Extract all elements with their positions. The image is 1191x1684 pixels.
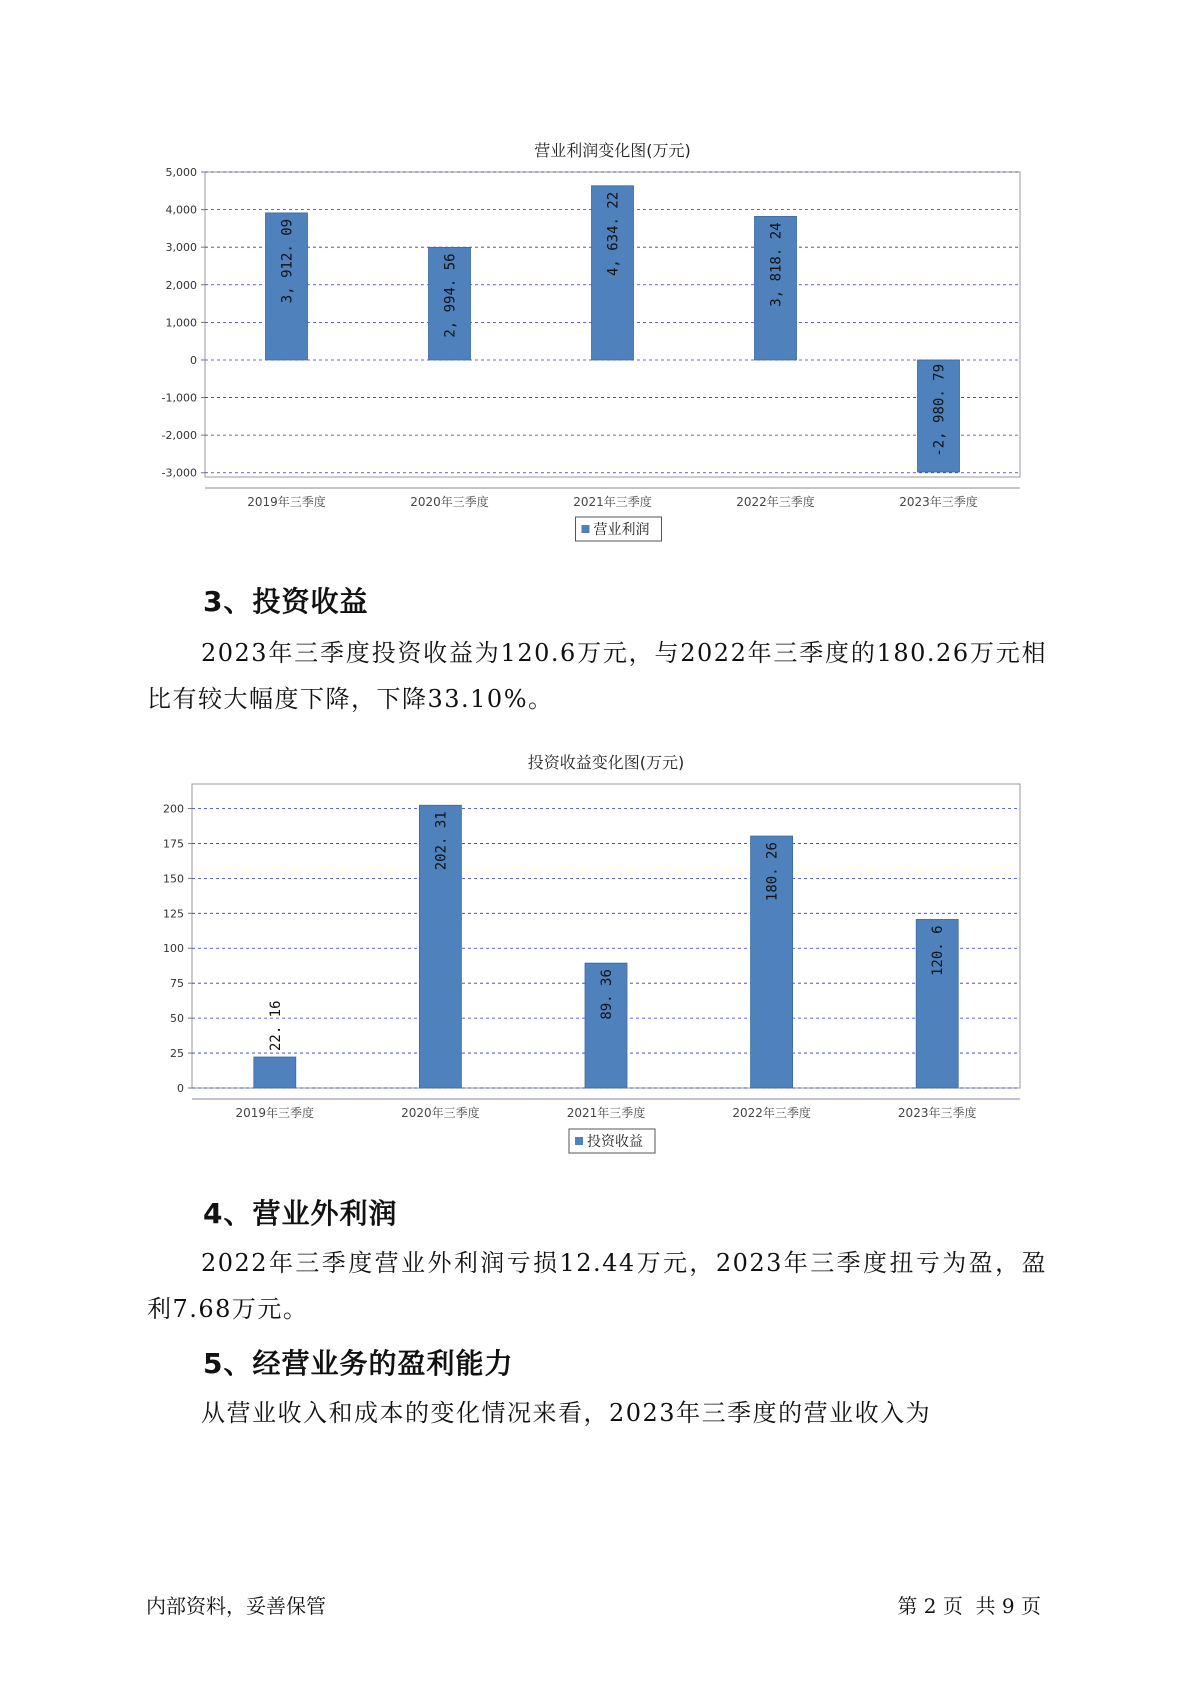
y-tick-label: 25 (170, 1047, 184, 1061)
bar-data-label: 2, 994. 56 (442, 253, 459, 338)
bar-data-label: 4, 634. 22 (605, 191, 622, 277)
x-tick-label: 2019年三季度 (235, 1106, 315, 1120)
section-5-paragraph: 从营业收入和成本的变化情况来看，2023年三季度的营业收入为 (201, 1399, 932, 1427)
y-tick-label: 100 (163, 942, 184, 956)
bar-data-label: 202. 31 (433, 811, 450, 871)
section-4-paragraph: 2022年三季度营业外利润亏损12.44万元，2023年三季度扭亏为盈，盈利7.68万元。 (147, 1249, 1047, 1323)
x-tick-label: 2022年三季度 (736, 495, 815, 509)
chart-title: 营业利润变化图(万元) (534, 141, 691, 160)
y-tick-label: 0 (177, 1082, 184, 1095)
bar-data-label: 3, 818. 24 (768, 222, 785, 307)
x-tick-label: 2021年三季度 (566, 1106, 646, 1120)
bar-data-label: 3, 912. 09 (279, 218, 296, 304)
bar-data-label: 120. 6 (930, 925, 947, 977)
y-tick-label: 200 (163, 802, 184, 816)
y-tick-label: 1,000 (165, 316, 197, 330)
y-tick-label: 75 (170, 977, 184, 991)
section-3-paragraph: 2023年三季度投资收益为120.6万元，与2022年三季度的180.26万元相比有较大幅度下降，下降33.10%。 (147, 639, 1047, 713)
legend-label: 营业利润 (593, 522, 650, 538)
section-5-heading: 5、经营业务的盈利能力 (203, 1347, 514, 1380)
operating-profit-chart (150, 130, 1030, 550)
y-tick-label: 150 (163, 872, 184, 886)
x-tick-label: 2021年三季度 (573, 495, 652, 509)
y-tick-label: 2,000 (165, 278, 197, 292)
bar-data-label: 89. 36 (599, 969, 615, 1020)
section-4-heading: 4、营业外利润 (203, 1197, 398, 1230)
legend-swatch (575, 1137, 583, 1145)
x-tick-label: 2022年三季度 (732, 1106, 811, 1120)
bar (254, 1057, 296, 1088)
chart-title: 投资收益变化图(万元) (527, 753, 685, 772)
y-tick-label: 4,000 (165, 203, 197, 217)
section-3-heading: 3、投资收益 (203, 585, 369, 618)
x-tick-label: 2023年三季度 (899, 495, 978, 509)
y-tick-label: 50 (170, 1012, 184, 1026)
bar-data-label: 22. 16 (267, 1000, 284, 1052)
investment-income-chart (150, 741, 1030, 1161)
y-tick-label: 125 (163, 907, 184, 921)
bar-data-label: -2, 980. 79 (931, 363, 948, 457)
x-tick-label: 2023年三季度 (897, 1106, 977, 1120)
y-tick-label: -1,000 (161, 391, 197, 405)
y-tick-label: 175 (163, 837, 184, 851)
y-tick-label: -2,000 (161, 429, 197, 443)
legend-label: 投资收益 (587, 1134, 643, 1150)
operating-profit-chart-svg (150, 130, 1030, 550)
y-tick-label: -3,000 (161, 466, 197, 480)
x-tick-label: 2020年三季度 (410, 495, 489, 509)
investment-income-chart-svg (150, 741, 1030, 1161)
x-tick-label: 2019年三季度 (247, 495, 326, 509)
footer-confidential-note: 内部资料，妥善保管 (146, 1594, 326, 1618)
bar-data-label: 180. 26 (764, 842, 781, 902)
y-tick-label: 3,000 (165, 241, 197, 255)
footer-page-number: 第 2 页 共 9 页 (897, 1594, 1041, 1618)
legend-swatch (582, 525, 590, 533)
y-tick-label: 0 (190, 353, 197, 367)
y-tick-label: 5,000 (165, 166, 197, 179)
x-tick-label: 2020年三季度 (401, 1106, 480, 1120)
